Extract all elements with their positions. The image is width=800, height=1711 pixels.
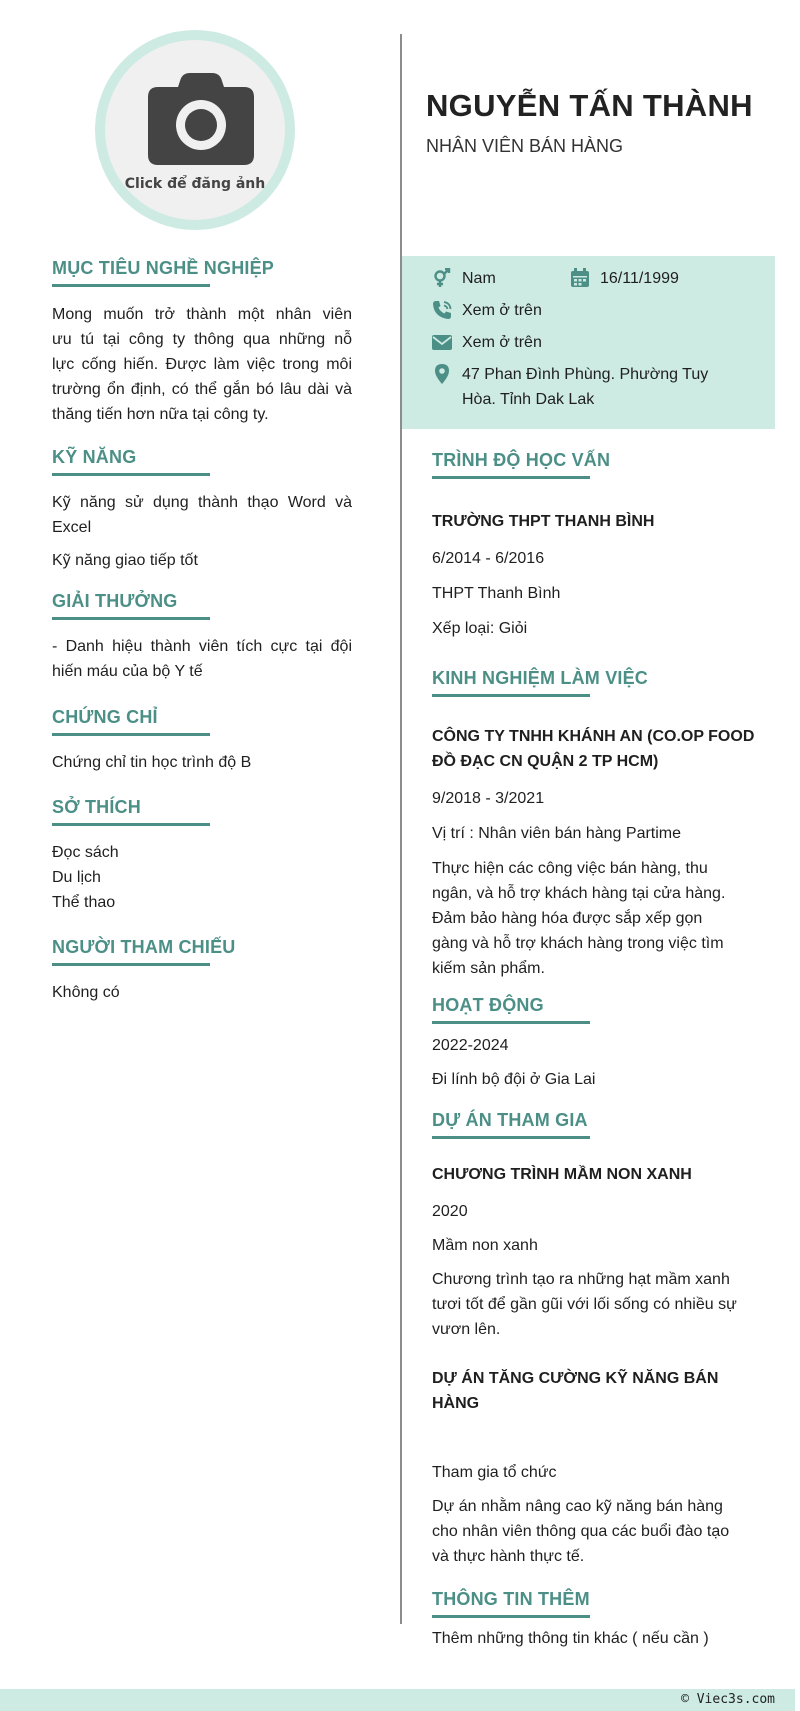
text-line: ưu tú tại công ty thông qua những nỗ	[52, 331, 352, 348]
experience-entry	[432, 724, 762, 981]
project-role: Tham gia tổ chức	[432, 1464, 557, 1481]
education-period: 6/2014 - 6/2016	[432, 550, 545, 567]
project-description	[432, 1267, 762, 1342]
references-text	[52, 980, 352, 1005]
education-section	[432, 450, 610, 475]
text-line: Mong muốn trở thành một nhân viên	[52, 306, 352, 323]
reference-item: Không có	[52, 984, 120, 1001]
text-line: vươn lên.	[432, 1321, 501, 1338]
projects-section	[432, 1110, 588, 1135]
project-name: DỰ ÁN TĂNG CƯỜNG KỸ NĂNG BÁN	[432, 1370, 719, 1387]
education-grade: Xếp loại: Giỏi	[432, 620, 528, 637]
skill-item: Kỹ năng giao tiếp tốt	[52, 552, 198, 569]
activities-section	[432, 995, 544, 1020]
objective-section	[52, 258, 274, 283]
experience-section	[432, 668, 648, 693]
activities-entry	[432, 1033, 762, 1092]
footer-bar	[0, 1689, 795, 1711]
activity-period: 2022-2024	[432, 1037, 509, 1054]
certificate-item: Chứng chỉ tin học trình độ B	[52, 754, 252, 771]
text-line: Chương trình tạo ra những hạt mầm xanh	[432, 1271, 730, 1288]
extra-info-text	[432, 1626, 762, 1651]
text-line: trường ổn định, có thể gắn bó lâu dài và	[52, 381, 352, 398]
hobby-item: Đọc sách	[52, 844, 119, 861]
address-line-2: Hòa. Tỉnh Dak Lak	[462, 391, 595, 408]
gender-icon	[432, 268, 452, 288]
text-line: ngân, và hỗ trợ khách hàng tại cửa hàng.	[432, 885, 726, 902]
email-value: Xem ở trên	[462, 334, 542, 351]
skill-item: Excel	[52, 519, 92, 536]
education-major: THPT Thanh Bình	[432, 585, 561, 602]
project-entry	[432, 1366, 762, 1569]
text-line: thăng tiến hơn nữa tại công ty.	[52, 406, 269, 423]
project-entry	[432, 1162, 762, 1342]
school-name: TRƯỜNG THPT THANH BÌNH	[432, 513, 655, 530]
header	[426, 88, 786, 157]
project-role: Mầm non xanh	[432, 1237, 538, 1254]
hobbies-section	[52, 797, 141, 822]
text-line: và thực hành thực tế.	[432, 1548, 585, 1565]
extra-info-section	[432, 1589, 590, 1614]
photo-upload-label: Click để đăng ảnh	[124, 176, 266, 192]
job-title: NHÂN VIÊN BÁN HÀNG	[426, 136, 624, 156]
text-line: Thêm những thông tin khác ( nếu cần )	[432, 1630, 709, 1647]
section-title: GIẢI THƯỞNG	[52, 591, 177, 616]
section-title: SỞ THÍCH	[52, 797, 141, 822]
skill-item: Kỹ năng sử dụng thành thạo Word và	[52, 494, 352, 511]
experience-period: 9/2018 - 3/2021	[432, 790, 545, 807]
text-line: - Danh hiệu thành viên tích cực tại đội	[52, 638, 352, 655]
skills-section	[52, 447, 136, 472]
objective-text	[52, 302, 352, 427]
text-line: Đảm bảo hàng hóa được sắp xếp gọn	[432, 910, 703, 927]
project-year: 2020	[432, 1203, 468, 1220]
envelope-icon	[432, 332, 452, 352]
section-title: DỰ ÁN THAM GIA	[432, 1110, 588, 1135]
section-title: KỸ NĂNG	[52, 447, 136, 472]
certificates-section	[52, 707, 158, 732]
experience-position: Vị trí : Nhân viên bán hàng Partime	[432, 825, 682, 842]
section-title: THÔNG TIN THÊM	[432, 1589, 590, 1614]
activity-description: Đi lính bộ đội ở Gia Lai	[432, 1071, 596, 1088]
candidate-name: NGUYỄN TẤN THÀNH	[426, 88, 753, 123]
contact-panel	[402, 256, 775, 429]
hobby-item: Du lịch	[52, 869, 101, 886]
text-line: Dự án nhằm nâng cao kỹ năng bán hàng	[432, 1498, 723, 1515]
section-title: TRÌNH ĐỘ HỌC VẤN	[432, 450, 610, 475]
camera-icon	[148, 73, 254, 165]
phone-value: Xem ở trên	[462, 302, 542, 319]
company-name: CÔNG TY TNHH KHÁNH AN (CO.OP FOOD	[432, 728, 755, 745]
location-pin-icon	[432, 364, 452, 384]
copyright: © Viec3s.com	[681, 1692, 775, 1707]
text-line: Thực hiện các công việc bán hàng, thu	[432, 860, 708, 877]
text-line: gàng và hỗ trợ khách hàng trong việc tìm	[432, 935, 724, 952]
section-title: KINH NGHIỆM LÀM VIỆC	[432, 668, 648, 693]
project-name: HÀNG	[432, 1395, 480, 1412]
text-line: hiến máu của bộ Y tế	[52, 663, 203, 680]
hobbies-list	[52, 840, 352, 915]
text-line: kiếm sản phẩm.	[432, 960, 545, 977]
company-name: ĐỒ ĐẠC CN QUẬN 2 TP HCM)	[432, 753, 659, 770]
references-section	[52, 937, 235, 962]
hobby-item: Thể thao	[52, 894, 116, 911]
address-line-1: 47 Phan Đình Phùng. Phường Tuy	[462, 366, 709, 383]
project-description	[432, 1494, 762, 1569]
text-line: tươi tốt để gần gũi với lối sống có nhiều sự	[432, 1296, 737, 1313]
gender-value: Nam	[462, 270, 496, 287]
calendar-icon	[570, 268, 590, 288]
section-title: HOẠT ĐỘNG	[432, 995, 544, 1020]
section-title: NGƯỜI THAM CHIẾU	[52, 937, 235, 962]
birthday-value: 16/11/1999	[600, 270, 679, 287]
awards-text	[52, 634, 352, 684]
phone-icon	[432, 300, 452, 320]
section-title: MỤC TIÊU NGHỀ NGHIỆP	[52, 258, 274, 283]
certificates-text	[52, 750, 352, 775]
section-title: CHỨNG CHỈ	[52, 707, 158, 732]
skills-list	[52, 490, 352, 573]
education-entry	[432, 509, 762, 641]
text-line: lực cống hiến. Được làm việc trong môi	[52, 356, 352, 373]
project-name: CHƯƠNG TRÌNH MẦM NON XANH	[432, 1166, 692, 1183]
text-line: cho nhân viên thông qua các buổi đào tạo	[432, 1523, 730, 1540]
experience-description	[432, 856, 762, 981]
awards-section	[52, 591, 177, 616]
avatar-upload[interactable]	[95, 30, 295, 230]
